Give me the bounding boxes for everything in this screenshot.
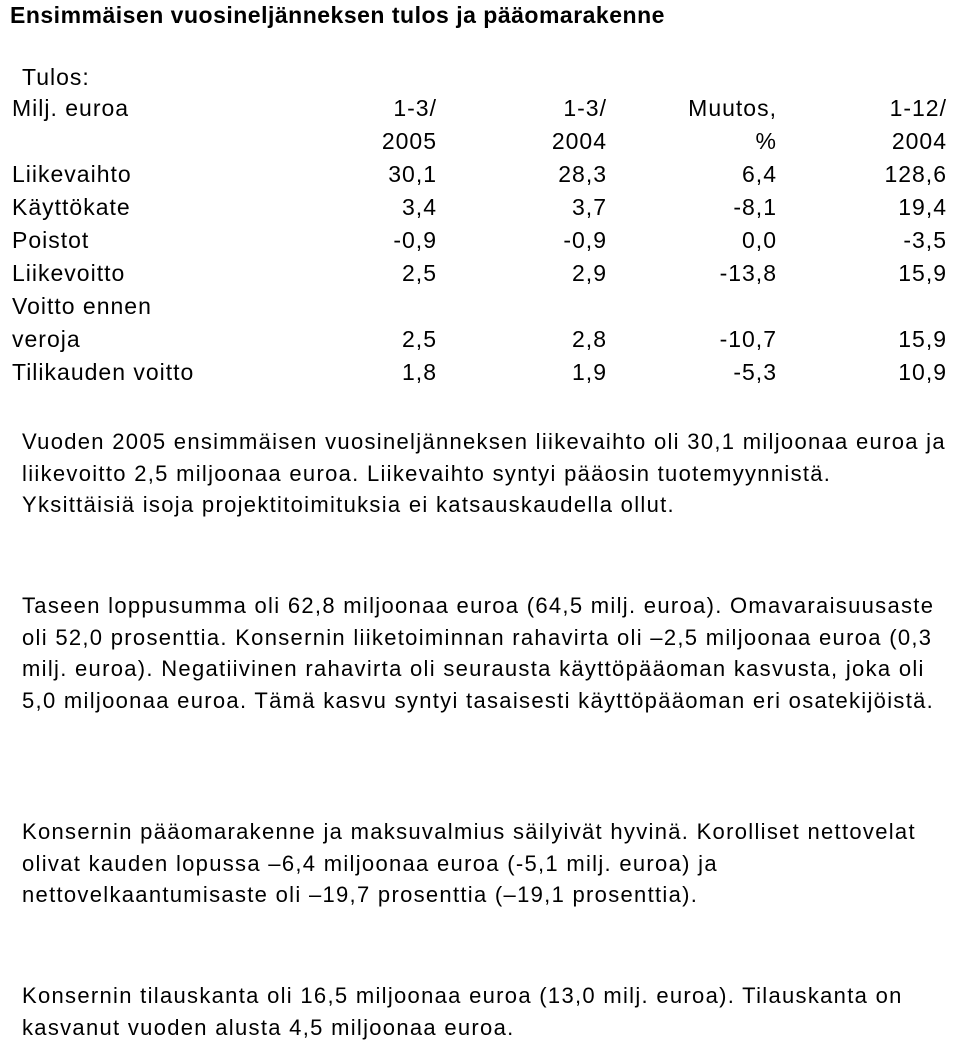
row-label: Poistot bbox=[12, 227, 90, 253]
table-cell: 3,4 bbox=[402, 194, 437, 220]
page-title: Ensimmäisen vuosineljänneksen tulos ja pääomarakenne bbox=[10, 2, 665, 28]
paragraph-balance-sheet: Taseen loppusumma oli 62,8 miljoonaa euroa (64,5 milj. euroa). Omavaraisuusaste oli 52,0 prosenttia. Konsernin liiketoiminnan rahavirta oli –2,5 miljoonaa euroa (0,3 milj. euroa). Negatiivinen rahavirta oli seurausta käyttöpääoman kasvusta, joka oli 5,0 miljoonaa euroa. Tämä kasvu syntyi tasaisesti käyttöpääoman eri osatekijöistä. bbox=[22, 593, 935, 713]
column-header-full-2004: 1-12/ 2004 bbox=[889, 95, 947, 154]
table-cell: 2,9 bbox=[572, 260, 607, 286]
table-cell: 15,9 bbox=[898, 326, 947, 352]
table-cell: 30,1 bbox=[388, 161, 437, 187]
table-row bbox=[12, 224, 947, 257]
table-cell: 19,4 bbox=[898, 194, 947, 220]
table-cell: -10,7 bbox=[719, 326, 777, 352]
table-row bbox=[12, 356, 947, 389]
row-label: Käyttökate bbox=[12, 194, 131, 220]
table-cell: 15,9 bbox=[898, 260, 947, 286]
results-table bbox=[12, 92, 947, 389]
paragraph-revenue: Vuoden 2005 ensimmäisen vuosineljänneksen liikevaihto oli 30,1 miljoonaa euroa ja liikevoitto 2,5 miljoonaa euroa. Liikevaihto syntyi pääosin tuotemyynnistä. Yksittäisiä isoja projektitoimituksia ei katsauskaudella ollut. bbox=[22, 429, 946, 517]
paragraph-capital-structure: Konsernin pääomarakenne ja maksuvalmius säilyivät hyvinä. Korolliset nettovelat olivat kauden lopussa –6,4 miljoonaa euroa (-5,1 milj. euroa) ja nettovelkaantumisaste oli –19,7 prosenttia (–19,1 prosenttia). bbox=[22, 819, 916, 907]
table-cell: 6,4 bbox=[742, 161, 777, 187]
table-row bbox=[12, 257, 947, 290]
table-cell: 1,8 bbox=[402, 359, 437, 385]
table-cell: -3,5 bbox=[903, 227, 947, 253]
unit-header: Milj. euroa bbox=[12, 95, 130, 121]
table-row bbox=[12, 158, 947, 191]
table-cell: 2,8 bbox=[572, 326, 607, 352]
paragraph-order-book: Konsernin tilauskanta oli 16,5 miljoonaa euroa (13,0 milj. euroa). Tilauskanta on kasvanut vuoden alusta 4,5 miljoonaa euroa. bbox=[22, 983, 903, 1040]
column-header-q1-2004: 1-3/ 2004 bbox=[551, 95, 607, 154]
column-header-q1-2005: 1-3/ 2005 bbox=[381, 95, 437, 154]
results-label: Tulos: bbox=[22, 64, 90, 90]
table-cell: -0,9 bbox=[393, 227, 437, 253]
table-cell: 28,3 bbox=[558, 161, 607, 187]
table-cell: -13,8 bbox=[719, 260, 777, 286]
table-cell: -0,9 bbox=[563, 227, 607, 253]
table-cell: -8,1 bbox=[733, 194, 777, 220]
table-header-row bbox=[12, 92, 947, 158]
row-label: Voitto ennen veroja bbox=[12, 293, 152, 352]
table-cell: 1,9 bbox=[572, 359, 607, 385]
row-label: Liikevaihto bbox=[12, 161, 132, 187]
table-cell: 0,0 bbox=[742, 227, 777, 253]
column-header-change: Muutos, % bbox=[688, 95, 777, 154]
row-label: Liikevoitto bbox=[12, 260, 126, 286]
table-cell: 2,5 bbox=[402, 260, 437, 286]
table-row bbox=[12, 290, 947, 356]
table-cell: 128,6 bbox=[884, 161, 947, 187]
table-cell: 3,7 bbox=[572, 194, 607, 220]
table-cell: -5,3 bbox=[733, 359, 777, 385]
table-row bbox=[12, 191, 947, 224]
row-label: Tilikauden voitto bbox=[12, 359, 195, 385]
table-cell: 10,9 bbox=[898, 359, 947, 385]
table-cell: 2,5 bbox=[402, 326, 437, 352]
